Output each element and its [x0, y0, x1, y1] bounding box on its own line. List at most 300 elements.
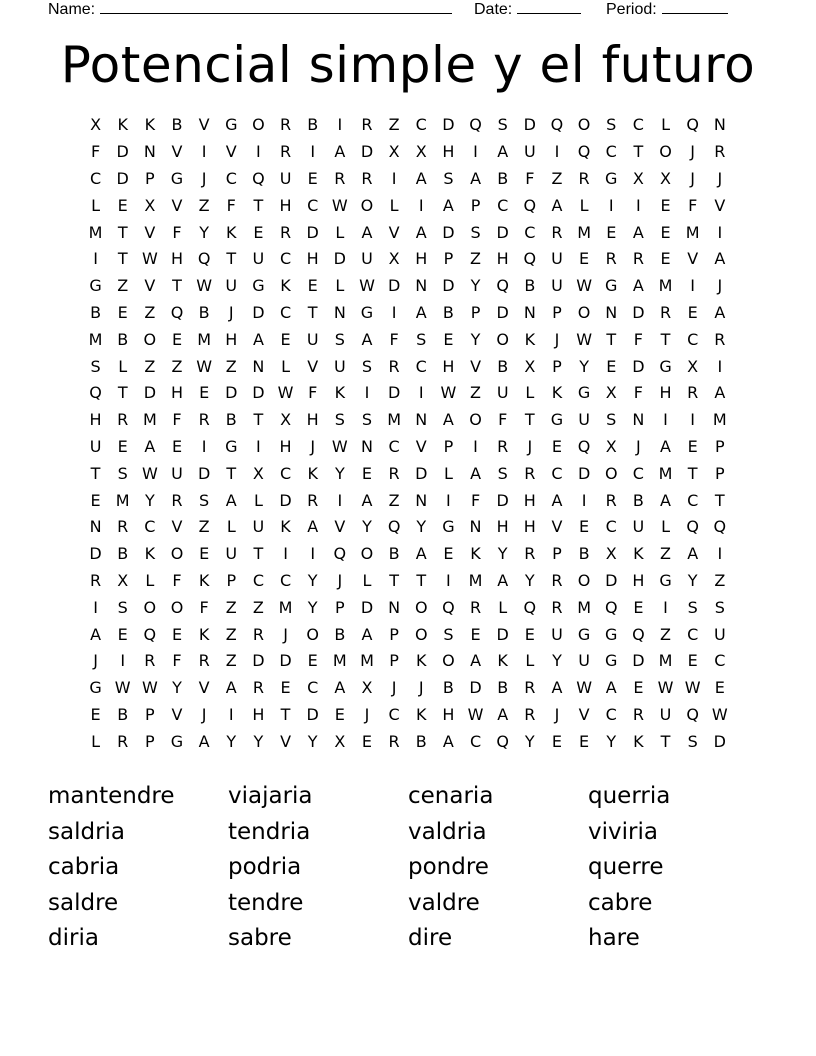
grid-letter[interactable]: R: [551, 597, 563, 617]
grid-letter[interactable]: I: [310, 544, 316, 564]
grid-letter[interactable]: V: [578, 704, 590, 724]
grid-letter[interactable]: R: [524, 544, 536, 564]
grid-letter[interactable]: C: [279, 249, 292, 269]
date-field[interactable]: [474, 0, 581, 19]
grid-letter[interactable]: Q: [523, 195, 537, 215]
grid-letter[interactable]: E: [660, 222, 671, 242]
grid-letter[interactable]: G: [252, 276, 265, 296]
grid-letter[interactable]: R: [117, 517, 129, 537]
grid-letter[interactable]: Y: [226, 731, 237, 751]
grid-letter[interactable]: X: [687, 356, 699, 376]
grid-letter[interactable]: R: [687, 383, 699, 403]
grid-letter[interactable]: R: [279, 115, 292, 135]
grid-letter[interactable]: Q: [577, 436, 591, 456]
grid-letter[interactable]: I: [717, 222, 723, 242]
grid-letter[interactable]: Q: [89, 383, 102, 403]
grid-letter[interactable]: A: [687, 544, 699, 564]
grid-letter[interactable]: L: [226, 517, 236, 537]
grid-letter[interactable]: Y: [172, 678, 182, 698]
grid-letter[interactable]: U: [551, 249, 563, 269]
grid-letter[interactable]: U: [333, 356, 346, 376]
grid-letter[interactable]: N: [415, 276, 428, 296]
grid-letter[interactable]: L: [661, 517, 670, 537]
grid-letter[interactable]: N: [523, 302, 536, 322]
grid-letter[interactable]: L: [389, 195, 399, 215]
grid-letter[interactable]: Z: [144, 356, 156, 376]
grid-letter[interactable]: A: [361, 222, 373, 242]
grid-letter[interactable]: W: [359, 276, 375, 296]
grid-letter[interactable]: Q: [523, 249, 537, 269]
grid-letter[interactable]: I: [581, 490, 587, 510]
grid-letter[interactable]: I: [256, 436, 261, 456]
grid-letter[interactable]: H: [632, 570, 645, 590]
grid-letter[interactable]: H: [306, 249, 319, 269]
grid-letter[interactable]: M: [712, 410, 727, 430]
grid-letter[interactable]: D: [387, 276, 401, 296]
grid-letter[interactable]: Z: [470, 249, 482, 269]
grid-letter[interactable]: E: [551, 436, 563, 456]
grid-letter[interactable]: A: [361, 490, 373, 510]
grid-letter[interactable]: I: [690, 410, 696, 430]
grid-letter[interactable]: Y: [497, 544, 508, 564]
grid-letter[interactable]: F: [470, 490, 481, 510]
grid-letter[interactable]: Q: [442, 597, 455, 617]
grid-letter[interactable]: N: [415, 490, 428, 510]
grid-letter[interactable]: B: [524, 276, 536, 296]
grid-letter[interactable]: M: [197, 329, 212, 349]
grid-letter[interactable]: E: [579, 731, 590, 751]
grid-letter[interactable]: K: [416, 704, 427, 724]
grid-letter[interactable]: J: [717, 276, 723, 296]
grid-letter[interactable]: N: [89, 517, 102, 537]
grid-letter[interactable]: V: [171, 517, 183, 537]
grid-letter[interactable]: S: [497, 463, 508, 483]
grid-letter[interactable]: P: [552, 302, 562, 322]
grid-letter[interactable]: L: [362, 570, 372, 590]
grid-letter[interactable]: A: [225, 678, 237, 698]
grid-letter[interactable]: K: [144, 115, 156, 135]
grid-letter[interactable]: E: [117, 195, 128, 215]
grid-letter[interactable]: B: [334, 624, 346, 644]
grid-letter[interactable]: W: [114, 678, 131, 698]
grid-letter[interactable]: K: [280, 276, 291, 296]
grid-letter[interactable]: R: [388, 463, 400, 483]
grid-letter[interactable]: V: [388, 222, 400, 242]
grid-letter[interactable]: S: [416, 329, 427, 349]
grid-letter[interactable]: O: [604, 463, 618, 483]
grid-letter[interactable]: O: [414, 597, 428, 617]
grid-letter[interactable]: E: [171, 329, 183, 349]
grid-letter[interactable]: K: [307, 463, 318, 483]
grid-letter[interactable]: M: [577, 222, 591, 242]
grid-letter[interactable]: O: [143, 329, 157, 349]
grid-letter[interactable]: F: [172, 410, 182, 430]
period-field[interactable]: [606, 0, 728, 19]
grid-letter[interactable]: D: [279, 651, 292, 671]
grid-letter[interactable]: W: [576, 678, 593, 698]
grid-letter[interactable]: I: [663, 410, 668, 430]
grid-letter[interactable]: D: [469, 678, 482, 698]
grid-letter[interactable]: T: [117, 249, 128, 269]
grid-letter[interactable]: V: [714, 195, 726, 215]
grid-letter[interactable]: M: [577, 597, 591, 617]
grid-letter[interactable]: A: [361, 624, 373, 644]
grid-letter[interactable]: W: [141, 463, 158, 483]
grid-letter[interactable]: W: [277, 383, 294, 403]
grid-letter[interactable]: O: [577, 302, 591, 322]
grid-letter[interactable]: F: [226, 195, 236, 215]
grid-letter[interactable]: G: [659, 356, 672, 376]
grid-letter[interactable]: D: [496, 302, 509, 322]
grid-letter[interactable]: Y: [199, 222, 210, 242]
grid-letter[interactable]: E: [470, 624, 481, 644]
grid-letter[interactable]: H: [89, 410, 102, 430]
grid-letter[interactable]: M: [332, 651, 347, 671]
grid-letter[interactable]: Q: [686, 517, 699, 537]
grid-letter[interactable]: Y: [606, 731, 617, 751]
grid-letter[interactable]: U: [252, 249, 265, 269]
grid-letter[interactable]: N: [388, 597, 401, 617]
grid-letter[interactable]: K: [497, 651, 508, 671]
grid-letter[interactable]: B: [225, 410, 237, 430]
grid-letter[interactable]: W: [141, 249, 158, 269]
grid-letter[interactable]: R: [632, 249, 644, 269]
grid-letter[interactable]: F: [633, 383, 643, 403]
grid-letter[interactable]: T: [117, 383, 128, 403]
grid-letter[interactable]: E: [524, 624, 535, 644]
grid-letter[interactable]: U: [225, 276, 238, 296]
grid-letter[interactable]: W: [440, 383, 457, 403]
grid-letter[interactable]: T: [660, 731, 671, 751]
grid-letter[interactable]: O: [577, 570, 591, 590]
grid-letter[interactable]: L: [118, 356, 128, 376]
grid-letter[interactable]: E: [579, 517, 590, 537]
grid-letter[interactable]: D: [387, 383, 401, 403]
grid-letter[interactable]: S: [606, 115, 617, 135]
grid-letter[interactable]: B: [578, 544, 590, 564]
grid-letter[interactable]: D: [415, 463, 428, 483]
grid-letter[interactable]: F: [688, 195, 698, 215]
grid-letter[interactable]: D: [360, 597, 374, 617]
grid-letter[interactable]: J: [554, 704, 560, 724]
name-blank-line[interactable]: [100, 0, 452, 14]
grid-letter[interactable]: T: [90, 463, 101, 483]
grid-letter[interactable]: K: [144, 544, 156, 564]
grid-letter[interactable]: C: [388, 704, 400, 724]
grid-letter[interactable]: Z: [198, 195, 210, 215]
grid-letter[interactable]: X: [388, 142, 400, 162]
grid-letter[interactable]: A: [551, 195, 563, 215]
grid-letter[interactable]: I: [391, 302, 397, 322]
grid-letter[interactable]: W: [196, 356, 213, 376]
grid-letter[interactable]: I: [93, 597, 98, 617]
grid-letter[interactable]: D: [333, 249, 346, 269]
grid-letter[interactable]: T: [226, 463, 237, 483]
grid-letter[interactable]: T: [253, 410, 264, 430]
grid-letter[interactable]: O: [577, 115, 591, 135]
grid-letter[interactable]: R: [361, 115, 373, 135]
grid-letter[interactable]: Y: [362, 517, 372, 537]
grid-letter[interactable]: S: [334, 410, 345, 430]
grid-letter[interactable]: H: [442, 142, 455, 162]
grid-letter[interactable]: Z: [144, 302, 156, 322]
grid-letter[interactable]: F: [90, 142, 101, 162]
grid-letter[interactable]: C: [415, 356, 427, 376]
grid-letter[interactable]: P: [470, 195, 481, 215]
grid-letter[interactable]: Y: [416, 517, 427, 537]
grid-letter[interactable]: R: [361, 168, 373, 188]
grid-letter[interactable]: Z: [171, 356, 183, 376]
grid-letter[interactable]: G: [577, 383, 591, 403]
grid-letter[interactable]: K: [470, 544, 481, 564]
grid-letter[interactable]: M: [88, 222, 103, 242]
grid-letter[interactable]: Z: [388, 490, 400, 510]
grid-letter[interactable]: H: [523, 517, 536, 537]
grid-letter[interactable]: V: [334, 517, 346, 537]
grid-letter[interactable]: I: [93, 249, 98, 269]
grid-letter[interactable]: R: [578, 168, 590, 188]
grid-letter[interactable]: Q: [686, 704, 699, 724]
grid-letter[interactable]: T: [524, 410, 535, 430]
grid-letter[interactable]: T: [660, 329, 671, 349]
grid-letter[interactable]: R: [605, 490, 617, 510]
grid-letter[interactable]: R: [279, 222, 292, 242]
grid-letter[interactable]: Y: [307, 731, 318, 751]
grid-letter[interactable]: R: [198, 410, 210, 430]
grid-letter[interactable]: Q: [632, 624, 645, 644]
grid-letter[interactable]: Z: [388, 115, 400, 135]
grid-letter[interactable]: I: [201, 436, 207, 456]
grid-letter[interactable]: O: [360, 195, 374, 215]
grid-letter[interactable]: Y: [552, 651, 562, 671]
grid-letter[interactable]: G: [577, 624, 591, 644]
grid-letter[interactable]: A: [714, 302, 726, 322]
grid-letter[interactable]: U: [578, 651, 590, 671]
grid-letter[interactable]: Z: [252, 597, 264, 617]
grid-letter[interactable]: N: [143, 142, 156, 162]
grid-letter[interactable]: F: [633, 329, 643, 349]
date-blank-line[interactable]: [517, 0, 581, 14]
grid-letter[interactable]: E: [199, 383, 210, 403]
grid-letter[interactable]: D: [632, 651, 645, 671]
grid-letter[interactable]: E: [606, 222, 617, 242]
grid-letter[interactable]: T: [416, 570, 427, 590]
grid-letter[interactable]: P: [552, 544, 562, 564]
grid-letter[interactable]: K: [117, 115, 128, 135]
grid-letter[interactable]: I: [418, 195, 424, 215]
grid-letter[interactable]: G: [360, 302, 374, 322]
grid-letter[interactable]: H: [170, 249, 183, 269]
grid-letter[interactable]: P: [443, 436, 454, 456]
grid-letter[interactable]: Z: [470, 383, 482, 403]
grid-letter[interactable]: I: [310, 142, 316, 162]
grid-letter[interactable]: A: [252, 329, 264, 349]
grid-letter[interactable]: H: [279, 195, 292, 215]
grid-letter[interactable]: Z: [660, 544, 671, 564]
grid-letter[interactable]: L: [498, 597, 508, 617]
grid-letter[interactable]: D: [89, 544, 102, 564]
grid-letter[interactable]: D: [496, 490, 509, 510]
grid-letter[interactable]: Q: [713, 517, 727, 537]
grid-letter[interactable]: N: [415, 410, 428, 430]
grid-letter[interactable]: T: [280, 704, 291, 724]
grid-letter[interactable]: W: [684, 678, 701, 698]
grid-letter[interactable]: G: [550, 410, 564, 430]
grid-letter[interactable]: J: [636, 436, 641, 456]
grid-letter[interactable]: P: [145, 704, 155, 724]
grid-letter[interactable]: O: [306, 624, 319, 644]
grid-letter[interactable]: Z: [714, 570, 726, 590]
grid-letter[interactable]: S: [117, 463, 128, 483]
grid-letter[interactable]: A: [334, 678, 346, 698]
grid-letter[interactable]: C: [605, 142, 617, 162]
grid-letter[interactable]: H: [523, 490, 536, 510]
grid-letter[interactable]: J: [201, 168, 207, 188]
grid-letter[interactable]: R: [659, 302, 672, 322]
grid-letter[interactable]: Q: [143, 624, 157, 644]
grid-letter[interactable]: C: [632, 463, 644, 483]
grid-letter[interactable]: X: [605, 383, 617, 403]
grid-letter[interactable]: I: [663, 597, 668, 617]
grid-letter[interactable]: H: [415, 249, 428, 269]
grid-letter[interactable]: Q: [197, 249, 211, 269]
grid-letter[interactable]: U: [361, 249, 373, 269]
grid-letter[interactable]: Q: [387, 517, 401, 537]
grid-letter[interactable]: G: [442, 517, 455, 537]
grid-letter[interactable]: I: [418, 383, 424, 403]
grid-letter[interactable]: Q: [523, 597, 537, 617]
grid-letter[interactable]: N: [713, 115, 726, 135]
grid-letter[interactable]: A: [415, 168, 427, 188]
grid-letter[interactable]: S: [606, 410, 617, 430]
grid-letter[interactable]: W: [711, 704, 728, 724]
grid-letter[interactable]: G: [170, 168, 184, 188]
grid-letter[interactable]: E: [334, 704, 345, 724]
grid-letter[interactable]: D: [116, 142, 129, 162]
grid-letter[interactable]: L: [661, 115, 670, 135]
grid-letter[interactable]: E: [117, 624, 128, 644]
grid-letter[interactable]: T: [226, 249, 237, 269]
grid-letter[interactable]: R: [279, 142, 292, 162]
grid-letter[interactable]: E: [90, 490, 101, 510]
grid-letter[interactable]: A: [442, 731, 454, 751]
grid-letter[interactable]: R: [632, 704, 644, 724]
grid-letter[interactable]: W: [331, 195, 348, 215]
grid-letter[interactable]: X: [280, 410, 292, 430]
grid-letter[interactable]: X: [524, 356, 536, 376]
grid-letter[interactable]: O: [659, 142, 672, 162]
grid-letter[interactable]: V: [144, 276, 156, 296]
grid-letter[interactable]: E: [579, 249, 590, 269]
grid-letter[interactable]: Q: [496, 731, 509, 751]
grid-letter[interactable]: I: [608, 195, 614, 215]
grid-letter[interactable]: A: [442, 410, 454, 430]
grid-letter[interactable]: E: [633, 597, 644, 617]
grid-letter[interactable]: E: [90, 704, 101, 724]
grid-letter[interactable]: F: [172, 570, 182, 590]
grid-letter[interactable]: Y: [687, 570, 698, 590]
grid-letter[interactable]: G: [225, 436, 238, 456]
grid-letter[interactable]: B: [632, 490, 644, 510]
grid-letter[interactable]: K: [416, 651, 427, 671]
grid-letter[interactable]: P: [389, 651, 399, 671]
grid-letter[interactable]: A: [660, 436, 671, 456]
grid-letter[interactable]: U: [659, 704, 672, 724]
grid-letter[interactable]: S: [443, 168, 454, 188]
grid-letter[interactable]: X: [415, 142, 427, 162]
grid-letter[interactable]: C: [415, 115, 427, 135]
grid-letter[interactable]: R: [198, 651, 210, 671]
grid-letter[interactable]: D: [632, 356, 645, 376]
grid-letter[interactable]: D: [713, 731, 726, 751]
grid-letter[interactable]: T: [253, 195, 264, 215]
grid-letter[interactable]: K: [633, 731, 644, 751]
grid-letter[interactable]: P: [145, 168, 155, 188]
grid-letter[interactable]: W: [576, 276, 593, 296]
grid-letter[interactable]: S: [497, 115, 508, 135]
grid-letter[interactable]: J: [690, 168, 696, 188]
grid-letter[interactable]: G: [605, 651, 618, 671]
grid-letter[interactable]: O: [442, 651, 455, 671]
grid-letter[interactable]: F: [498, 410, 508, 430]
grid-letter[interactable]: C: [252, 570, 264, 590]
grid-letter[interactable]: C: [144, 517, 156, 537]
grid-letter[interactable]: U: [171, 463, 183, 483]
grid-letter[interactable]: H: [496, 249, 509, 269]
grid-letter[interactable]: C: [307, 678, 319, 698]
grid-letter[interactable]: S: [443, 624, 454, 644]
grid-letter[interactable]: F: [172, 651, 182, 671]
grid-letter[interactable]: X: [605, 436, 617, 456]
grid-letter[interactable]: R: [714, 329, 726, 349]
grid-letter[interactable]: R: [117, 731, 129, 751]
grid-letter[interactable]: Y: [579, 356, 589, 376]
grid-letter[interactable]: S: [361, 356, 373, 376]
grid-letter[interactable]: J: [364, 704, 370, 724]
grid-letter[interactable]: E: [443, 544, 454, 564]
grid-letter[interactable]: Q: [604, 597, 618, 617]
grid-letter[interactable]: E: [280, 329, 291, 349]
grid-letter[interactable]: R: [524, 678, 536, 698]
grid-letter[interactable]: D: [632, 302, 645, 322]
grid-letter[interactable]: A: [307, 517, 319, 537]
grid-letter[interactable]: X: [252, 463, 264, 483]
grid-letter[interactable]: A: [551, 490, 563, 510]
grid-letter[interactable]: L: [91, 731, 101, 751]
grid-letter[interactable]: D: [252, 651, 265, 671]
grid-letter[interactable]: C: [279, 302, 292, 322]
grid-letter[interactable]: Q: [496, 276, 509, 296]
grid-letter[interactable]: N: [252, 356, 265, 376]
grid-letter[interactable]: N: [360, 436, 373, 456]
grid-letter[interactable]: G: [605, 624, 618, 644]
grid-letter[interactable]: A: [144, 436, 156, 456]
grid-letter[interactable]: O: [496, 329, 509, 349]
grid-letter[interactable]: L: [335, 276, 345, 296]
grid-letter[interactable]: Z: [225, 624, 237, 644]
grid-letter[interactable]: O: [414, 624, 428, 644]
grid-letter[interactable]: C: [605, 517, 617, 537]
grid-letter[interactable]: C: [307, 195, 319, 215]
grid-letter[interactable]: T: [172, 276, 182, 296]
grid-letter[interactable]: P: [470, 302, 481, 322]
grid-letter[interactable]: S: [687, 597, 698, 617]
grid-letter[interactable]: T: [253, 544, 264, 564]
grid-letter[interactable]: U: [713, 624, 726, 644]
grid-letter[interactable]: I: [473, 436, 478, 456]
grid-letter[interactable]: A: [225, 490, 237, 510]
grid-letter[interactable]: A: [714, 383, 726, 403]
